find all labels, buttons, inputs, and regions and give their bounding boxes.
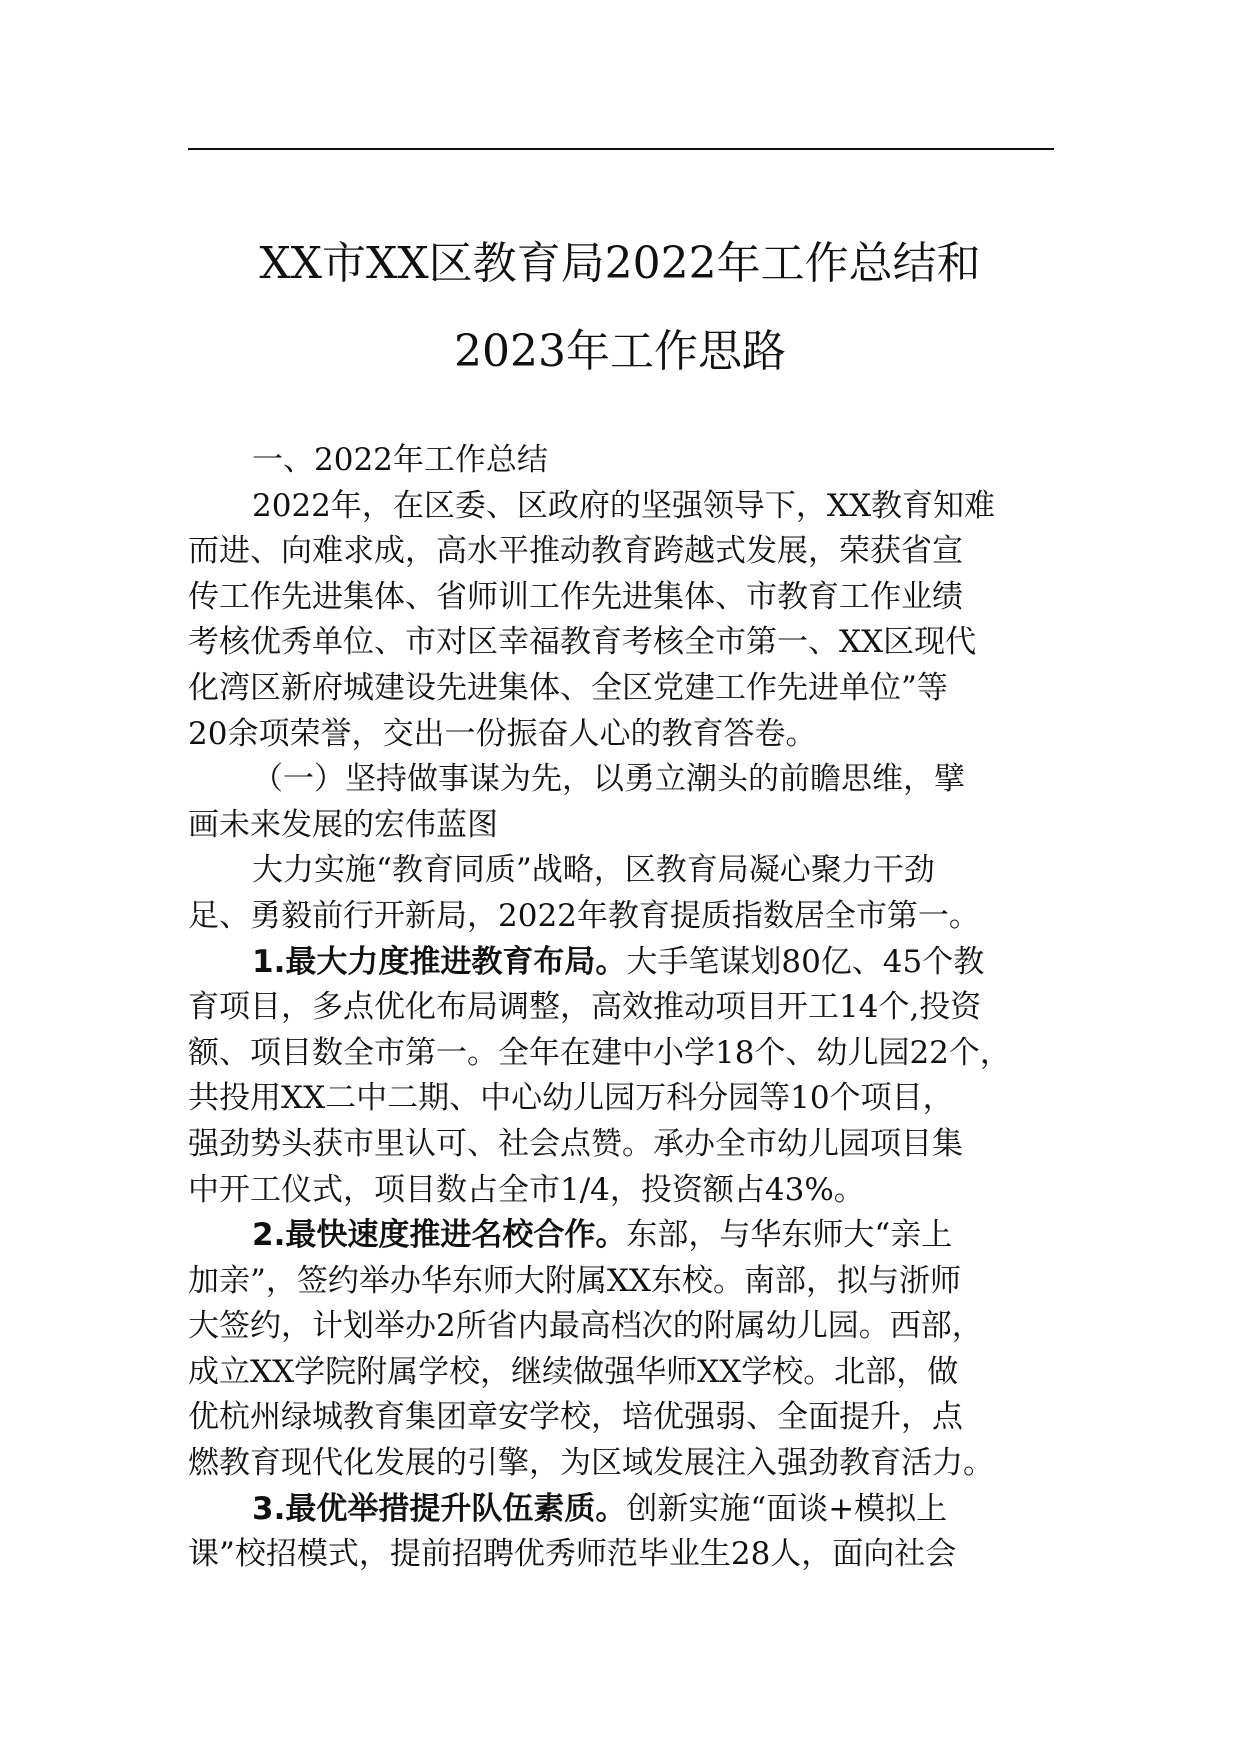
item-lead-heading: 3.最优举措提升队伍素质。 [252, 1490, 627, 1527]
text-line [188, 575, 1068, 621]
line-text: 育项目，多点优化布局调整，高效推动项目开工14个,投资 [188, 989, 982, 1026]
item-lead-heading: 1.最大力度推进教育布局。 [252, 943, 627, 980]
text-line [188, 666, 1068, 712]
item-lead-heading: 2.最快速度推进名校合作。 [252, 1217, 627, 1254]
line-text: 传工作先进集体、省师训工作先进集体、市教育工作业绩 [188, 578, 963, 615]
line-text: 足、勇毅前行开新局，2022年教育提质指数居全市第一。 [188, 897, 980, 934]
header-rule [188, 148, 1054, 150]
line-text: 共投用XX二中二期、中心幼儿园万科分园等10个项目， [188, 1080, 954, 1117]
line-text: 燃教育现代化发展的引擎，为区域发展注入强劲教育活力。 [188, 1445, 994, 1482]
line-text: 画未来发展的宏伟蓝图 [188, 806, 498, 843]
text-line [188, 484, 1068, 530]
section-heading: 一、2022年工作总结 [252, 442, 548, 478]
text-line [188, 1259, 1068, 1305]
text-line [188, 620, 1068, 666]
line-text: 成立XX学院附属学校，继续做强华师XX学校。北部，做 [188, 1353, 959, 1390]
line-text: 中开工仪式，项目数占全市1/4，投资额占43%。 [188, 1171, 865, 1208]
line-text: 大签约，计划举办2所省内最高档次的附属幼儿园。西部， [188, 1308, 983, 1345]
line-text: 课”校招模式，提前招聘优秀师范毕业生28人，面向社会 [188, 1536, 957, 1573]
text-line [188, 1395, 1068, 1441]
text-line [188, 940, 1068, 986]
line-text: 大力实施“教育同质”战略，区教育局凝心聚力干劲 [252, 852, 935, 889]
document-title-line-1: XX市XX区教育局2022年工作总结和 [259, 238, 981, 289]
document-body [188, 438, 1068, 1578]
text-line [188, 712, 1068, 758]
line-text: （一）坚持做事谋为先，以勇立潮头的前瞻思维，擘 [252, 761, 965, 798]
line-text: 20余项荣誉，交出一份振奋人心的教育答卷。 [188, 715, 817, 752]
text-line [188, 848, 1068, 894]
text-line [188, 894, 1068, 940]
line-text: 优杭州绿城教育集团章安学校，培优强弱、全面提升，点 [188, 1399, 963, 1436]
text-line [188, 1168, 1068, 1214]
text-line [188, 1122, 1068, 1168]
text-line [188, 1532, 1068, 1578]
text-line [188, 1076, 1068, 1122]
text-line [188, 1304, 1068, 1350]
text-line [188, 803, 1068, 849]
text-line [188, 985, 1068, 1031]
text-line [188, 1213, 1068, 1259]
document-title-line-2: 2023年工作思路 [454, 326, 786, 377]
line-text: 东部，与华东师大“亲上 [626, 1217, 953, 1254]
text-line [188, 757, 1068, 803]
text-line [188, 1350, 1068, 1396]
line-text: 强劲势头获市里认可、社会点赞。承办全市幼儿园项目集 [188, 1125, 963, 1162]
line-text: 2022年，在区委、区政府的坚强领导下，XX教育知难 [252, 487, 996, 524]
line-text: 化湾区新府城建设先进集体、全区党建工作先进单位”等 [188, 669, 948, 706]
text-line [188, 1441, 1068, 1487]
line-text: 额、项目数全市第一。全年在建中小学18个、幼儿园22个， [188, 1034, 1011, 1071]
line-text: 考核优秀单位、市对区幸福教育考核全市第一、XX区现代 [188, 624, 977, 661]
text-line [188, 529, 1068, 575]
text-line [188, 1487, 1068, 1533]
paragraph-lines [188, 484, 1068, 1578]
line-text: 大手笔谋划80亿、45个教 [626, 943, 985, 980]
line-text: 而进、向难求成，高水平推动教育跨越式发展，荣获省宣 [188, 533, 963, 570]
line-text: 创新实施“面谈+模拟上 [626, 1490, 948, 1527]
text-line [188, 1031, 1068, 1077]
line-text: 加亲”，签约举办华东师大附属XX东校。南部，拟与浙师 [188, 1262, 961, 1299]
